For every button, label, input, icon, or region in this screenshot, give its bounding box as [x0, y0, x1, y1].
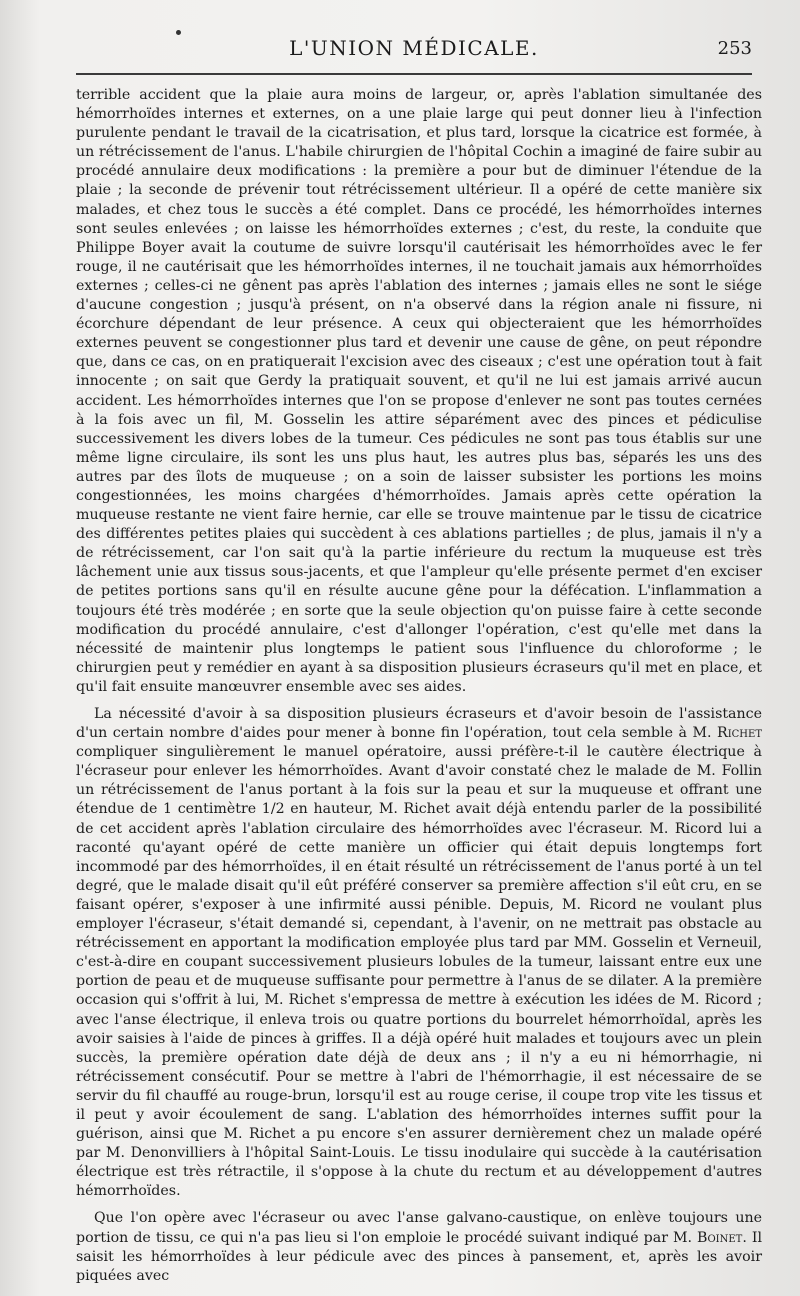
header-rule — [76, 73, 752, 75]
paragraph-3-text-b: . Il saisit les hémorrhoïdes à leur pédicule avec des pinces à pansement, et, après les avoir piquées avec — [76, 1229, 762, 1284]
paragraph-3-text-a: Que l'on opère avec l'écraseur ou avec l'anse galvano-caustique, on enlève toujours une portion de tissu, ce qui n'a pas lieu si l'on emploie le procédé suivant indiqué par M. — [76, 1210, 762, 1246]
paragraph-1 — [76, 86, 762, 697]
paragraph-2-text-a: La nécessité d'avoir à sa disposition plusieurs écraseurs et d'avoir besoin de l'assistance d'un certain nombre d'aides pour mener à bonne fin l'opération, tout cela semble à M. — [76, 706, 762, 742]
running-title: L'UNION MÉDICALE. — [289, 36, 539, 60]
paragraph-1-text: terrible accident que la plaie aura moins de largeur, or, après l'ablation simultanée des hémorrhoïdes internes et externes, on a une plaie large qui peut donner lieu à l'infection purulente pendant le travail de la cicatrisation, et plus tard, lorsque la cicatrice est formée, à un rétrécissement de l'anus. L'habile chirurgien de l'hôpital Cochin a imaginé de faire subir au procédé annulaire deux modifications : la première a pour but de diminuer l'étendue de la plaie ; la seconde de prévenir tout rétrécissement ultérieur. Il a opéré de cette manière six malades, et chez tous le succès a été complet. Dans ce procédé, les hémorrhoïdes internes sont seules enlevées ; on laisse les hémorrhoïdes externes ; c'est, du reste, la conduite que Philippe Boyer avait la coutume de suivre lorsqu'il cautérisait les hémorrhoïdes avec le fer rouge, il ne cautérisait que les hémorrhoïdes internes, il ne touchait jamais aux hémorrhoïdes externes ; celles-ci ne gênent pas après l'ablation des internes ; jamais elles ne sont le siége d'aucune congestion ; jusqu'à présent, on n'a observé dans la région anale ni fissure, ni écorchure dépendant de leur présence. A ceux qui objecteraient que les hémorrhoïdes externes peuvent se congestionner plus tard et devenir une cause de gêne, on peut répondre que, dans ce cas, on en pratiquerait l'excision avec des ciseaux ; c'est une opération tout à fait innocente ; on sait que Gerdy la pratiquait souvent, et qu'il ne lui est jamais arrivé aucun accident. Les hémorrhoïdes internes que l'on se propose d'enlever ne sont pas toutes cernées à la fois avec un fil, M. Gosselin les attire séparément avec des pinces et pédiculise successivement les divers lobes de la tumeur. Ces pédicules ne sont pas tous établis sur une même ligne circulaire, ils sont les uns plus haut, les autres plus bas, séparés les uns des autres par des îlots de muqueuse ; on a soin de laisser subsister les portions les moins congestionnées, les moins chargées d'hémorrhoïdes. Jamais après cette opération la muqueuse restante ne vient faire hernie, car elle se trouve maintenue par le tissu de cicatrice des différentes petites plaies qui succèdent à ces ablations partielles ; de plus, jamais il n'y a de rétrécissement, car l'on sait qu'à la partie inférieure du rectum la muqueuse est très lâchement unie aux tissus sous-jacents, et que l'ampleur qu'elle présente permet d'en exciser de petites portions sans qu'il en résulte aucune gêne pour la défécation. L'inflammation a toujours été très modérée ; en sorte que la seule objection qu'on puisse faire à cette seconde modification du procédé annulaire, c'est d'allonger l'opération, c'est qu'elle met dans la nécessité de maintenir plus longtemps le patient sous l'influence du chloroforme ; le chirurgien peut y remédier en ayant à sa disposition plusieurs écraseurs qu'il met en place, et qu'il fait ensuite manœuvrer ensemble avec ses aides. — [76, 87, 762, 695]
body-text — [76, 86, 762, 1294]
paragraph-2 — [76, 705, 762, 1201]
page-number: 253 — [717, 38, 752, 59]
paragraph-3 — [76, 1209, 762, 1285]
print-speck — [176, 30, 181, 35]
author-name-richet: Richet — [717, 725, 762, 742]
author-name-boinet: Boinet — [697, 1229, 743, 1246]
paragraph-2-text-b: compliquer singulièrement le manuel opératoire, aussi préfère-t-il le cautère électrique à l'écraseur pour enlever les hémorrhoïdes. Avant d'avoir constaté chez le malade de M. Follin un rétrécissement de l'anus portant à la fois sur la peau et sur la muqueuse et offrant une étendue de 1 centimètre 1/2 en hauteur, M. Richet avait déjà entendu parler de la possibilité de cet accident après l'ablation circulaire des hémorrhoïdes avec l'écraseur. M. Ricord lui a raconté qu'ayant opéré de cette manière un officier qui était depuis longtemps fort incommodé par des hémorrhoïdes, il en était résulté un rétrécissement de l'anus porté à un tel degré, que le malade disait qu'il eût préféré conserver sa première affection s'il eût cru, en se faisant opérer, s'exposer à une infirmité aussi pénible. Depuis, M. Ricord ne voulant plus employer l'écraseur, s'était demandé si, cependant, à l'avenir, on ne mettrait pas obstacle au rétrécissement en apportant la modification employée plus tard par MM. Gosselin et Verneuil, c'est-à-dire en coupant successivement plusieurs lobules de la tumeur, laissant entre eux une portion de peau et de muqueuse suffisante pour permettre à l'anus de se dilater. A la première occasion qui s'offrit à lui, M. Richet s'empressa de mettre à exécution les idées de M. Ricord ; avec l'anse électrique, il enleva trois ou quatre portions du bourrelet hémorrhoïdal, après les avoir saisies à l'aide de pinces à griffes. Il a déjà opéré huit malades et toujours avec un plein succès, la première opération date déjà de deux ans ; il n'y a eu ni hémorrhagie, ni rétrécissement consécutif. Pour se mettre à l'abri de l'hémorrhagie, il est nécessaire de se servir du fil chauffé au rouge-brun, lorsqu'il est au rouge cerise, il coupe trop vite les tissus et il peut y avoir écoulement de sang. L'ablation des hémorrhoïdes internes suffit pour la guérison, ainsi que M. Richet a pu encore s'en assurer dernièrement chez un malade opéré par M. Denonvilliers à l'hôpital Saint-Louis. Le tissu inodulaire qui succède à la cautérisation électrique est très rétractile, il s'oppose à la chute du rectum et au développement d'autres hémorrhoïdes. — [76, 744, 762, 1200]
running-header — [76, 36, 752, 68]
